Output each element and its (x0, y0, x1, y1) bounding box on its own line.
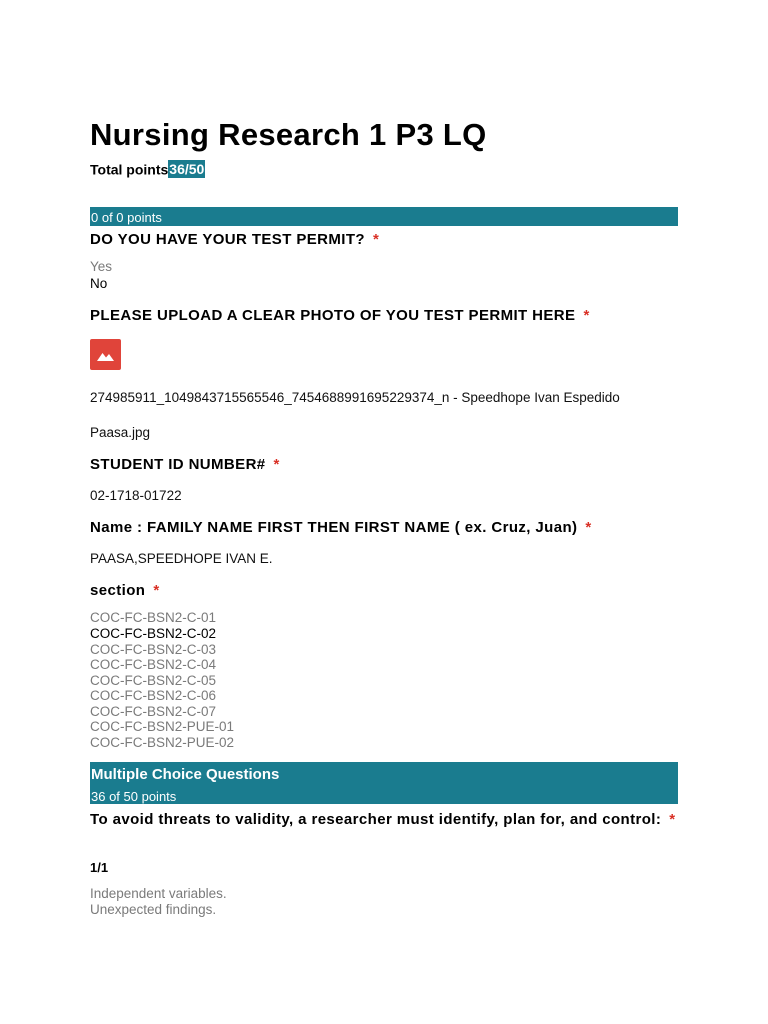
question-test-permit (90, 231, 379, 248)
name-answer: PAASA,SPEEDHOPE IVAN E. (90, 551, 273, 566)
question-label: DO YOU HAVE YOUR TEST PERMIT? (90, 231, 365, 248)
uploaded-file-name[interactable]: 274985911_1049843715565546_7454688991695229374_n - Speedhope Ivan Espedido (90, 390, 620, 405)
question-label: section (90, 582, 146, 599)
student-id-answer: 02-1718-01722 (90, 488, 182, 503)
question-upload-permit (90, 307, 590, 324)
section-option: COC-FC-BSN2-PUE-02 (90, 735, 235, 750)
image-file-icon[interactable] (90, 339, 121, 370)
question-section (90, 582, 160, 599)
question-label: Name : FAMILY NAME FIRST THEN FIRST NAME ( ex. Cruz, Juan) (90, 519, 578, 536)
question-validity (90, 808, 690, 831)
required-asterisk: * (372, 231, 380, 248)
section-option: COC-FC-BSN2-C-03 (90, 642, 217, 657)
section-option: COC-FC-BSN2-C-01 (90, 610, 217, 625)
question-name (90, 519, 592, 536)
total-points-label: Total points (90, 161, 169, 178)
section-option: COC-FC-BSN2-PUE-01 (90, 719, 235, 734)
total-points-score: 36/50 (169, 161, 205, 178)
section-option: COC-FC-BSN2-C-05 (90, 673, 217, 688)
section-title: Multiple Choice Questions (91, 766, 280, 783)
required-asterisk: * (273, 456, 280, 473)
required-asterisk: * (669, 811, 676, 828)
question-label: To avoid threats to validity, a researcher must identify, plan for, and control: (90, 811, 662, 828)
section-header-bar (90, 207, 678, 226)
required-asterisk: * (583, 307, 590, 324)
section-option-selected: COC-FC-BSN2-C-02 (90, 626, 217, 641)
question-label: STUDENT ID NUMBER# (90, 456, 266, 473)
question-score: 1/1 (90, 860, 109, 875)
section-option: COC-FC-BSN2-C-04 (90, 657, 217, 672)
section-header-multiple-choice (90, 762, 678, 804)
section-option: COC-FC-BSN2-C-07 (90, 704, 217, 719)
answer-option: Independent variables. (90, 886, 227, 901)
section-option: COC-FC-BSN2-C-06 (90, 688, 217, 703)
required-asterisk: * (585, 519, 592, 536)
option-no-selected: No (90, 276, 108, 291)
section-points: 0 of 0 points (91, 210, 162, 225)
section-points: 36 of 50 points (91, 789, 177, 804)
question-student-id (90, 456, 280, 473)
question-label: PLEASE UPLOAD A CLEAR PHOTO OF YOU TEST PERMIT HERE (90, 307, 576, 324)
answer-option: Unexpected findings. (90, 902, 217, 917)
form-title: Nursing Research 1 P3 LQ (90, 117, 487, 152)
uploaded-file-name-2: Paasa.jpg (90, 425, 151, 440)
total-points (90, 160, 205, 177)
required-asterisk: * (153, 582, 160, 599)
option-yes: Yes (90, 259, 113, 274)
